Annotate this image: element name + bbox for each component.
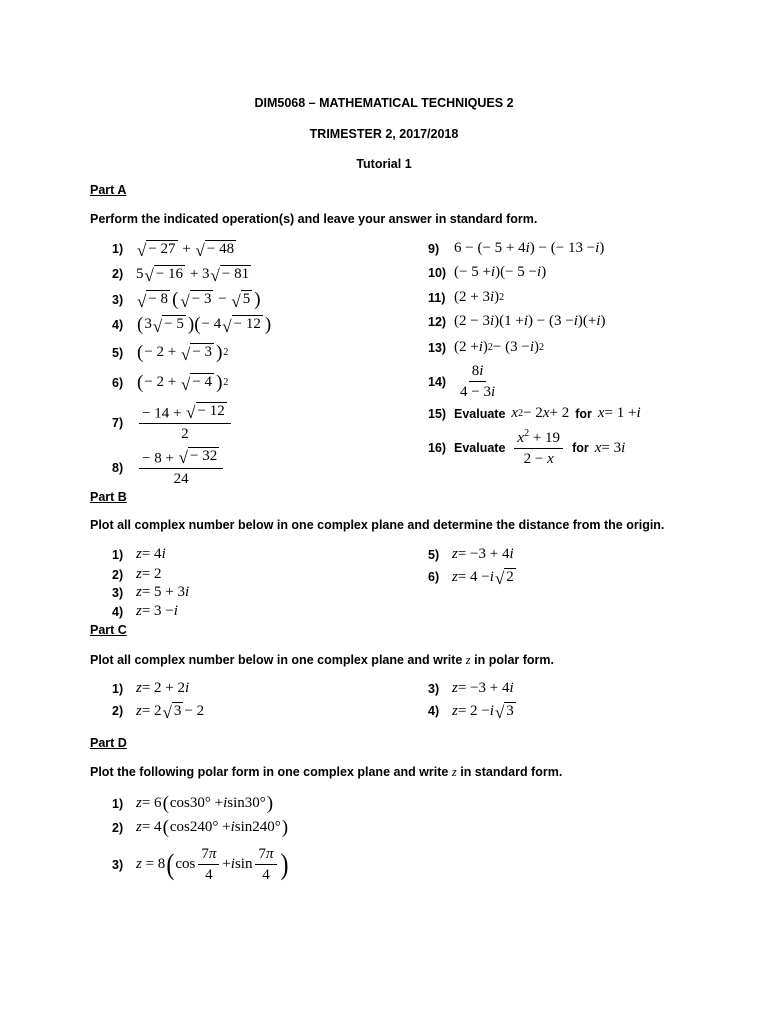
- part-a-item-4: [112, 315, 272, 334]
- math-expression: ( − 2 + √ − 3 ) 2: [137, 342, 229, 364]
- math-expression: z = 4 ( cos240° + i sin240° ): [136, 817, 289, 838]
- part-a-item-10: [428, 264, 546, 281]
- item-number: 3): [112, 292, 124, 307]
- part-a-title: Part A: [90, 183, 127, 197]
- math-expression: z = 2 − i √ 3: [452, 702, 514, 723]
- part-b-item-5: [428, 546, 514, 563]
- part-c-item-4: [428, 702, 517, 723]
- for-label: for: [575, 406, 592, 421]
- math-expression: z = 4 i: [136, 546, 166, 562]
- item-number: 2): [112, 820, 124, 835]
- part-a-instruction: Perform the indicated operation(s) and leave your answer in standard form.: [90, 212, 538, 226]
- item-number: 12): [428, 314, 447, 329]
- part-a-item-11: [428, 289, 504, 306]
- instruction-text: in polar form.: [474, 653, 555, 667]
- part-b-item-1: [112, 546, 166, 563]
- evaluate-label: Evaluate: [454, 441, 506, 455]
- part-c-instruction: [90, 653, 554, 668]
- item-number: 10): [428, 265, 447, 280]
- math-expression: (2 + i ) 2 − (3 − i ) 2: [454, 339, 544, 355]
- variable-z: z: [451, 765, 457, 779]
- instruction-text: Plot all complex number below in one complex plane and write: [90, 653, 463, 667]
- part-b-title: Part B: [90, 490, 127, 504]
- part-a-item-8: [112, 447, 226, 488]
- math-expression: z = 8 ( cos $\frac{7\pi}{4}$ + i sin $\frac{7\pi}{4}$ ): [136, 846, 289, 883]
- trimester-title: TRIMESTER 2, 2017/2018: [309, 127, 459, 141]
- math-expression: (2 + 3 i ) 2: [454, 289, 505, 305]
- part-a-item-13: [428, 339, 544, 356]
- math-expression: √ − 27 + √ − 48: [137, 240, 235, 261]
- item-number: 6): [428, 570, 440, 585]
- item-number: 16): [428, 441, 447, 455]
- item-number: 6): [112, 375, 124, 390]
- math-expression: $\frac{x^2 + 19}{2 - x}$: [511, 428, 566, 468]
- item-number: 14): [428, 374, 447, 389]
- item-number: 4): [112, 317, 124, 332]
- math-condition: x = 3 i: [594, 439, 626, 456]
- item-number: 1): [112, 681, 124, 696]
- math-expression: x 2 − 2 x + 2: [511, 405, 570, 421]
- course-title: DIM5068 – MATHEMATICAL TECHNIQUES 2: [254, 96, 514, 110]
- item-number: 5): [112, 345, 124, 360]
- part-c-item-2: [112, 702, 205, 723]
- part-c-item-3: [428, 680, 514, 697]
- part-b-item-6: [428, 568, 517, 589]
- part-c-title: Part C: [90, 623, 127, 637]
- part-a-item-5: [112, 343, 228, 362]
- part-a-item-15: [428, 405, 641, 422]
- math-expression: z = −3 + 4 i: [452, 546, 514, 562]
- math-expression: ( 3 √ − 5 )( − 4 √ − 12 ): [137, 314, 272, 336]
- item-number: 8): [112, 460, 124, 475]
- evaluate-label: Evaluate: [454, 406, 506, 421]
- part-a-item-9: [428, 240, 604, 257]
- part-a-item-7: [112, 402, 234, 443]
- item-number: 1): [112, 242, 124, 257]
- part-d-instruction: [90, 765, 562, 780]
- item-number: 7): [112, 415, 124, 430]
- part-a-item-6: [112, 373, 228, 392]
- part-d-item-1: [112, 794, 274, 813]
- math-expression: − 8 + √ − 32 24: [136, 447, 226, 488]
- for-label: for: [572, 441, 589, 455]
- item-number: 3): [428, 681, 440, 696]
- part-d-title: Part D: [90, 736, 127, 750]
- item-number: 4): [428, 704, 440, 719]
- item-number: 2): [112, 567, 124, 582]
- item-number: 4): [112, 604, 124, 619]
- item-number: 2): [112, 704, 124, 719]
- part-b-item-4: [112, 603, 178, 620]
- instruction-text: in standard form.: [460, 765, 563, 779]
- item-number: 15): [428, 406, 447, 421]
- instruction-text: Plot the following polar form in one complex plane and write: [90, 765, 449, 779]
- math-expression: z = 2: [136, 566, 162, 582]
- math-expression: − 14 + √ − 12 2: [136, 402, 234, 443]
- item-number: 3): [112, 585, 124, 600]
- part-a-item-14: [428, 362, 501, 401]
- math-expression: z = 3 − i: [136, 603, 178, 619]
- part-b-instruction: Plot all complex number below in one complex plane and determine the distance from the origin.: [90, 518, 665, 532]
- item-number: 5): [428, 547, 440, 562]
- part-d-item-2: [112, 818, 289, 837]
- item-number: 1): [112, 547, 124, 562]
- math-expression: √ − 8 ( √ − 3 − √ 5 ): [137, 289, 261, 311]
- variable-z: z: [465, 653, 471, 667]
- math-condition: x = 1 + i: [597, 405, 641, 421]
- part-a-item-3: [112, 290, 262, 309]
- math-expression: z = −3 + 4 i: [452, 680, 514, 696]
- item-number: 3): [112, 857, 124, 872]
- item-number: 1): [112, 796, 124, 811]
- part-b-item-3: [112, 584, 189, 601]
- math-expression: z = 2 + 2 i: [136, 680, 190, 696]
- item-number: 9): [428, 241, 440, 256]
- math-expression: z = 4 − i √ 2: [452, 568, 514, 589]
- item-number: 13): [428, 340, 447, 355]
- item-number: 11): [428, 290, 446, 305]
- part-a-item-1: [112, 240, 237, 261]
- math-expression: $\frac{8i}{4 - 3i}$: [460, 363, 496, 400]
- part-a-item-12: [428, 313, 605, 330]
- math-expression: ( − 2 + √ − 4 ) 2: [137, 372, 229, 394]
- part-b-item-2: [112, 566, 162, 583]
- tutorial-title: Tutorial 1: [356, 157, 412, 171]
- part-d-item-3: [112, 845, 290, 884]
- math-expression: 5 √ − 16 + 3 √ − 81: [136, 265, 250, 286]
- part-a-item-16: [428, 428, 625, 468]
- part-c-item-1: [112, 680, 189, 697]
- math-expression: (− 5 + i )(− 5 − i ): [454, 264, 547, 280]
- math-expression: 6 − (− 5 + 4 i ) − (− 13 − i ): [454, 240, 605, 256]
- math-expression: (2 − 3 i )(1 + i ) − (3 − i )(+ i ): [454, 313, 606, 329]
- math-expression: z = 5 + 3 i: [136, 584, 190, 600]
- math-expression: z = 6 ( cos30° + i sin30° ): [136, 793, 274, 814]
- item-number: 2): [112, 267, 124, 282]
- part-a-item-2: [112, 265, 252, 286]
- math-expression: z = 2 √ 3 − 2: [136, 702, 205, 723]
